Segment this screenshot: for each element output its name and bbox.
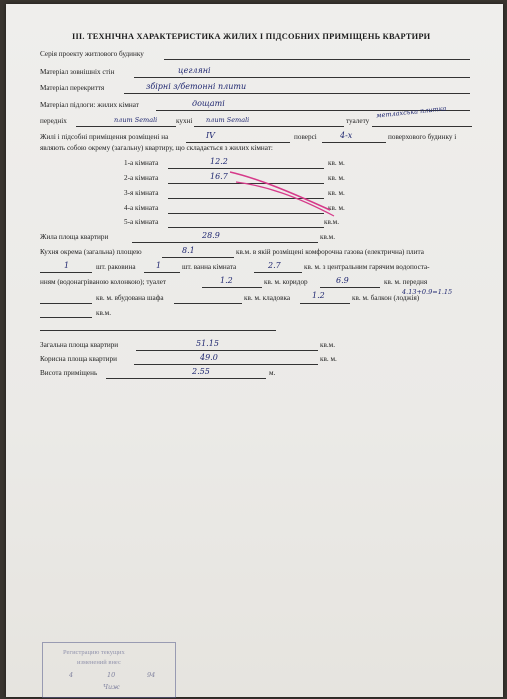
total-area-unit: кв.м. (320, 341, 336, 349)
toilet-area-value: 1.2 (220, 276, 233, 285)
hall-area-line (40, 303, 92, 304)
height-label: Висота приміщень (40, 369, 98, 377)
total-area-value: 51.15 (196, 339, 219, 348)
walls-value: цегляні (178, 66, 211, 75)
useful-area-unit: кв. м. (320, 355, 337, 363)
sink-line (144, 272, 180, 273)
floor-num-line (186, 142, 290, 143)
walls-label: Матеріал зовнішніх стін (40, 68, 115, 76)
bath-label: шт. ванна кімната (182, 263, 237, 271)
sink-label: шт. раковина (96, 263, 136, 271)
bath-tail: кв. м. з центральним гарячим водопоста- (304, 263, 430, 271)
useful-area-line (134, 364, 318, 365)
hall-extra-value: 4.13+0.9=1.15 (402, 288, 453, 296)
corridor-value: 6.9 (336, 276, 349, 285)
storey-total-value: 4-х (340, 131, 353, 140)
stamp-month: 10 (107, 671, 116, 679)
separator-line (40, 330, 276, 331)
pantry-value: 1.2 (312, 291, 325, 300)
toilet-label: туалету (346, 117, 370, 125)
hall-line (76, 126, 176, 127)
room-5-label: 5-а кімната (124, 218, 159, 226)
kitchen-label: кухні (176, 117, 193, 125)
pink-crossout-mark (226, 164, 346, 224)
consist-label: являють собою окрему (загальну) квартиру, що складається з жилих кімнат: (40, 144, 273, 152)
useful-area-label: Корисна площа квартири (40, 355, 117, 363)
wardrobe-label: кв. м. вбудована шафа (96, 294, 164, 302)
storey-label: поверсі (294, 133, 317, 141)
stove-count-value: 1 (64, 261, 70, 270)
pantry-label: кв. м. кладовка (244, 294, 291, 302)
bath-value: 2.7 (268, 261, 281, 270)
bath-line (254, 272, 302, 273)
kitchen-area-line (162, 257, 234, 258)
balcony-line (40, 317, 92, 318)
room-5-unit: кв.м. (324, 218, 340, 226)
room-2-unit: кв. м. (328, 174, 345, 182)
kitchen-floor-value: плит Semali (206, 116, 250, 124)
total-area-line (136, 350, 318, 351)
stamp-line-1: Регистрацию текущих (63, 649, 125, 656)
height-unit: м. (269, 369, 276, 377)
stamp-line-2: изменений внес (77, 659, 121, 666)
hall-label: передніх (40, 117, 67, 125)
floor-label: Матеріал підлоги: жилих кімнат (40, 101, 139, 109)
toilet-area-line (202, 287, 262, 288)
section-title: III. ТЕХНІЧНА ХАРАКТЕРИСТИКА ЖИЛИХ І ПІДСОБНИХ ПРИМІЩЕНЬ КВАРТИРИ (72, 32, 431, 41)
total-area-label: Загальна площа квартири (40, 341, 119, 349)
document-page (6, 4, 503, 697)
room-2-label: 2-а кімната (124, 174, 159, 182)
corridor-line (320, 287, 380, 288)
room-1-unit: кв. м. (328, 159, 345, 167)
living-unit: кв.м. (320, 233, 336, 241)
walls-line (134, 77, 470, 78)
living-line (132, 242, 318, 243)
toilet-value: метлахська плитка (375, 104, 447, 120)
room-1-value: 12.2 (210, 157, 228, 166)
toilet-line (372, 126, 472, 127)
storey-line (322, 142, 386, 143)
living-value: 28.9 (202, 231, 220, 240)
balcony-label: кв. м. балкон (лоджія) (352, 294, 420, 302)
hall-value: плит Semali (114, 116, 158, 124)
room-4-label: 4-а кімната (124, 204, 159, 212)
room-4-unit: кв. м. (328, 204, 345, 212)
room-3-unit: кв. м. (328, 189, 345, 197)
stove-line (40, 272, 92, 273)
registration-stamp (42, 642, 176, 698)
height-line (106, 378, 266, 379)
corridor-label: кв. м. коридор (264, 278, 308, 286)
located-label: Жилі і підсобні приміщення розміщені на (40, 133, 169, 141)
series-line (164, 59, 470, 60)
ceiling-line (124, 93, 470, 94)
useful-area-value: 49.0 (200, 353, 218, 362)
kitchen-area-value: 8.1 (182, 246, 195, 255)
above-label: поверхового будинку і (388, 133, 457, 141)
pantry-line (300, 303, 350, 304)
height-value: 2.55 (192, 367, 210, 376)
kitchen-line (194, 126, 344, 127)
ceiling-value: збірні з/бетонні плити (146, 82, 247, 91)
stamp-signature: Чиж (103, 683, 120, 691)
living-label: Жила площа квартири (40, 233, 109, 241)
floor-num-value: IV (206, 131, 215, 140)
wardrobe-line (174, 303, 242, 304)
kitchen-desc-b: кв.м. в якій розміщені комфорочна газова (електрична) плита (236, 248, 424, 256)
room-1-label: 1-а кімната (124, 159, 159, 167)
room-5-line (168, 227, 324, 228)
ceiling-label: Матеріал перекриття (40, 84, 105, 92)
balcony-unit: кв.м. (96, 309, 112, 317)
room-3-label: 3-я кімната (124, 189, 159, 197)
series-label: Серія проекту житлового будинку (40, 50, 144, 58)
room-2-value: 16.7 (210, 172, 228, 181)
hall-area-label: кв. м. передня (384, 278, 428, 286)
kitchen-desc-3: нням (водонагріваною колонкою); туалет (40, 278, 167, 286)
sink-count-value: 1 (156, 261, 162, 270)
stamp-day: 4 (69, 671, 74, 679)
floor-value: дощаті (192, 99, 225, 108)
stamp-year: 94 (147, 671, 156, 679)
kitchen-desc-a: Кухня окрема (загальна) площею (40, 248, 142, 256)
